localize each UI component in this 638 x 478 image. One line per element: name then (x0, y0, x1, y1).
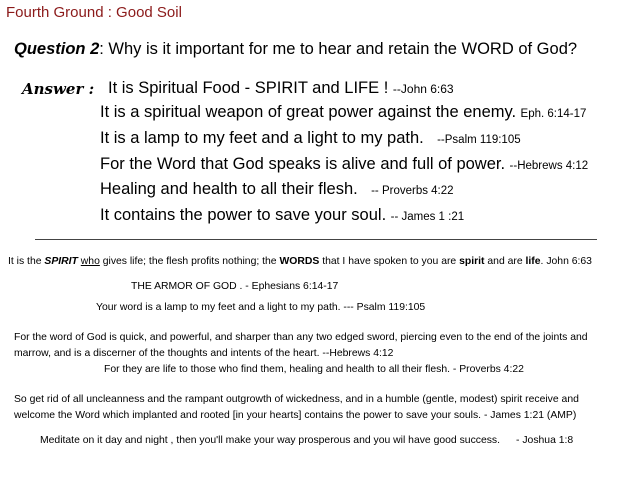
verse-john-spirit: SPIRIT (44, 256, 78, 267)
verse-john (8, 256, 592, 267)
question-text: : Why is it important for me to hear and retain the WORD of God? (99, 40, 578, 58)
verse-proverbs: For they are life to those who find them, healing and health to all their flesh. - Proverbs 4:22 (104, 364, 524, 375)
answer-item (100, 206, 464, 225)
verse-joshua-text: Meditate on it day and night , then you'll make your way prosperous and you wil have good success. (40, 435, 501, 446)
divider (35, 239, 597, 240)
answer-ref: --John 6:63 (392, 82, 454, 96)
question (14, 40, 577, 59)
verse-john-spirit2: spirit (459, 256, 485, 267)
answer-text: It is a lamp to my feet and a light to my path. (100, 129, 424, 147)
verse-john-part: and are (484, 256, 526, 267)
page-title: Fourth Ground : Good Soil (6, 4, 182, 21)
answer-ref: Eph. 6:14-17 (520, 108, 587, 120)
answer-text: It is Spiritual Food - SPIRIT and LIFE ! (108, 79, 393, 97)
verse-john-who: who (80, 256, 100, 267)
answer-text: It contains the power to save your soul. (100, 206, 387, 224)
verse-john-words: WORDS (279, 256, 320, 267)
answer-text: For the Word that God speaks is alive and full of power. (100, 155, 506, 173)
answer-item (100, 180, 454, 199)
verse-john-ref: . John 6:63 (540, 256, 592, 267)
answer-item (108, 79, 454, 98)
answer-text: Healing and health to all their flesh. (100, 180, 358, 198)
verse-john-life: life (525, 256, 541, 267)
answer-label: Answer : (22, 80, 95, 98)
answer-item (100, 129, 521, 148)
answer-text: It is a spiritual weapon of great power against the enemy. (100, 103, 517, 121)
verse-hebrews: For the word of God is quick, and powerful, and sharper than any two edged sword, piercing even to the end of the joints and marrow, and is a discerner of the thoughts and intents of the heart. --Hebrews 4:12 (14, 332, 588, 359)
verse-joshua (40, 435, 573, 446)
answer-ref: --Hebrews 4:12 (509, 160, 589, 172)
answer-item (100, 103, 586, 122)
verse-john-part: It is the (8, 256, 45, 267)
verse-psalm: Your word is a lamp to my feet and a light to my path. --- Psalm 119:105 (96, 302, 426, 313)
verse-joshua-ref: - Joshua 1:8 (516, 435, 574, 446)
answer-ref: -- Proverbs 4:22 (371, 185, 454, 197)
answer-ref: -- James 1 :21 (390, 211, 465, 223)
answer-ref: --Psalm 119:105 (437, 134, 521, 146)
verse-john-part: gives life; the flesh profits nothing; the (99, 256, 280, 267)
verse-john-part: that I have spoken to you are (319, 256, 460, 267)
answer-item (100, 155, 588, 174)
verse-james: So get rid of all uncleanness and the rampant outgrowth of wickedness, and in a humble (gentle, modest) spirit receive and welcome the Word which implanted and rooted [in your hearts] contains the power to save your souls. - James 1:21 (AMP) (14, 394, 579, 421)
question-label: Question 2 (14, 40, 100, 58)
verse-armor: THE ARMOR OF GOD . - Ephesians 6:14-17 (131, 281, 339, 292)
